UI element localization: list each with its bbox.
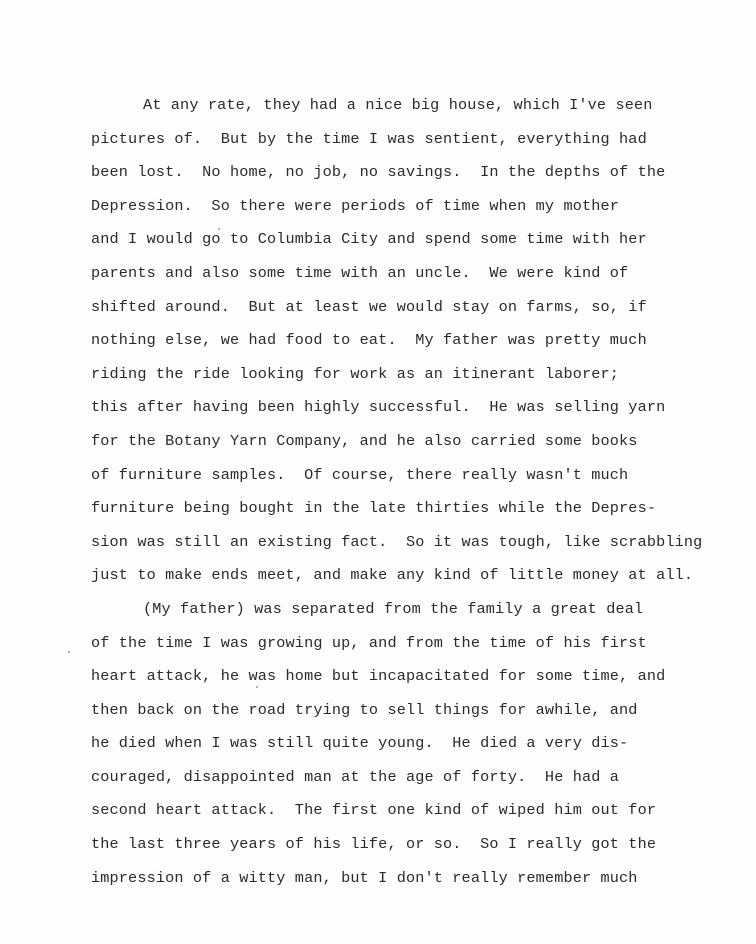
text-line: shifted around. But at least we would stay on farms, so, if xyxy=(91,297,647,316)
text-line: At any rate, they had a nice big house, which I've seen xyxy=(143,96,653,114)
text-line: for the Botany Yarn Company, and he also carried some books xyxy=(91,431,638,450)
text-line: the last three years of his life, or so. So I really got the xyxy=(91,835,657,854)
text-line: second heart attack. The first one kind of wiped him out for xyxy=(91,801,657,820)
text-line: this after having been highly successful. He was selling yarn xyxy=(91,398,666,417)
text-line: of furniture samples. Of course, there really wasn't much xyxy=(91,465,629,484)
paragraph-2 xyxy=(91,597,756,899)
body-text xyxy=(91,93,756,899)
text-line: heart attack, he was home but incapacitated for some time, and xyxy=(91,667,666,686)
scan-speck xyxy=(68,651,70,653)
text-line: he died when I was still quite young. He died a very dis- xyxy=(91,734,629,753)
text-line: of the time I was growing up, and from the time of his first xyxy=(91,633,647,652)
text-line: couraged, disappointed man at the age of forty. He had a xyxy=(91,767,620,786)
text-line: just to make ends meet, and make any kind of little money at all. xyxy=(91,566,694,585)
scan-speck xyxy=(256,686,258,688)
text-line: nothing else, we had food to eat. My father was pretty much xyxy=(91,331,647,350)
text-line: been lost. No home, no job, no savings. In the depths of the xyxy=(91,163,666,182)
text-line: pictures of. But by the time I was sentient, everything had xyxy=(91,129,647,148)
text-line: parents and also some time with an uncle. We were kind of xyxy=(91,263,629,282)
text-line: sion was still an existing fact. So it was tough, like scrabbling xyxy=(91,532,703,551)
text-line: furniture being bought in the late thirties while the Depres- xyxy=(91,499,657,518)
text-line: Depression. So there were periods of time when my mother xyxy=(91,196,620,215)
paragraph-1 xyxy=(91,93,756,597)
text-line: impression of a witty man, but I don't really remember much xyxy=(91,868,638,887)
text-line: then back on the road trying to sell things for awhile, and xyxy=(91,700,638,719)
text-line: and I would go to Columbia City and spend some time with her xyxy=(91,230,647,249)
text-line: (My father) was separated from the family a great deal xyxy=(143,599,644,618)
scan-speck xyxy=(218,228,220,230)
text-line: riding the ride looking for work as an itinerant laborer; xyxy=(91,364,620,383)
